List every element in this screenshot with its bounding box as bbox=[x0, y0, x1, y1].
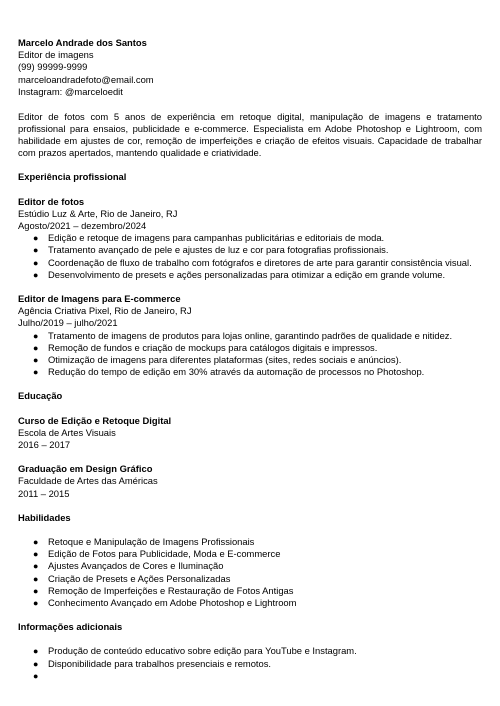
bullet-icon: ● bbox=[33, 257, 39, 268]
list-item-text: Redução do tempo de edição em 30% através da automação de processos no Photoshop. bbox=[48, 366, 425, 378]
bullet-icon: ● bbox=[33, 585, 39, 596]
candidate-email: marceloandradefoto@email.com bbox=[18, 73, 154, 85]
education-period: 2011 – 2015 bbox=[18, 487, 70, 499]
candidate-instagram: Instagram: @marceloedit bbox=[18, 85, 123, 97]
bullet-icon: ● bbox=[33, 598, 39, 609]
list-item bbox=[18, 645, 482, 657]
list-item-text: Retoque e Manipulação de Imagens Profissionais bbox=[48, 536, 255, 547]
additional-heading: Informações adicionais bbox=[18, 621, 123, 633]
list-item-text: Remoção de Imperfeições e Restauração de Fotos Antigas bbox=[48, 584, 294, 596]
list-item-text: Otimização de imagens para diferentes plataformas (sites, redes sociais e anúncios). bbox=[48, 353, 402, 365]
additional-list bbox=[18, 645, 482, 682]
bullet-icon: ● bbox=[33, 658, 39, 669]
education-period: 2016 – 2017 bbox=[18, 438, 71, 450]
list-item-text: Coordenação de fluxo de trabalho com fotógrafos e diretores de arte para garantir consistência visual. bbox=[48, 256, 472, 268]
list-item bbox=[18, 536, 482, 548]
list-item bbox=[18, 354, 482, 366]
summary-paragraph: Editor de fotos com 5 anos de experiência em retoque digital, manipulação de imagens e tratamento profissional para ensaios, publicidade e e-commerce. Especialista em Adobe Photoshop e Lightroom, com habilidade em ajustes de cor, remoção de imperfeições e criação de efeitos visuais. Capacidade de trabalhar com prazos apertados, mantendo qualidade e criatividade. bbox=[18, 110, 482, 159]
list-item bbox=[18, 658, 482, 670]
bullet-icon: ● bbox=[33, 342, 39, 353]
bullet-icon: ● bbox=[33, 354, 39, 365]
list-item-text: Ajustes Avançados de Cores e Iluminação bbox=[48, 560, 224, 572]
education-title: Graduação em Design Gráfico bbox=[18, 463, 153, 475]
list-item bbox=[18, 585, 482, 597]
job-period: Agosto/2021 – dezembro/2024 bbox=[18, 219, 147, 231]
job-bullets bbox=[18, 232, 482, 281]
bullet-icon: ● bbox=[33, 549, 39, 560]
bullet-icon: ● bbox=[33, 269, 39, 280]
job-title: Editor de Imagens para E-commerce bbox=[18, 292, 181, 304]
candidate-name: Marcelo Andrade dos Santos bbox=[18, 37, 147, 48]
list-item bbox=[18, 670, 482, 682]
list-item bbox=[18, 560, 482, 572]
education-title: Curso de Edição e Retoque Digital bbox=[18, 414, 172, 426]
job-company: Agência Criativa Pixel, Rio de Janeiro, RJ bbox=[18, 305, 192, 317]
bullet-icon: ● bbox=[33, 233, 39, 244]
list-item bbox=[18, 257, 482, 269]
education-heading: Educação bbox=[18, 390, 63, 402]
skills-heading: Habilidades bbox=[18, 511, 71, 523]
candidate-phone: (99) 99999-9999 bbox=[18, 61, 88, 73]
list-item bbox=[18, 573, 482, 585]
list-item-text: Conhecimento Avançado em Adobe Photoshop e Lightroom bbox=[48, 597, 297, 609]
skills-list bbox=[18, 536, 482, 609]
list-item-text: Remoção de fundos e criação de mockups para catálogos digitais e impressos. bbox=[48, 341, 378, 353]
list-item bbox=[18, 244, 482, 256]
bullet-icon: ● bbox=[33, 245, 39, 256]
job-title: Editor de fotos bbox=[18, 195, 85, 207]
list-item-text: Tratamento de imagens de produtos para lojas online, garantindo padrões de qualidade e nitidez. bbox=[48, 329, 453, 341]
bullet-icon: ● bbox=[33, 367, 39, 378]
list-item-text: Criação de Presets e Ações Personalizadas bbox=[48, 572, 231, 584]
list-item bbox=[18, 548, 482, 560]
list-item-text: Tratamento avançado de pele e ajustes de luz e cor para fotografias profissionais. bbox=[48, 244, 389, 256]
list-item bbox=[18, 366, 482, 378]
bullet-icon: ● bbox=[33, 670, 39, 681]
experience-heading: Experiência profissional bbox=[18, 171, 127, 183]
list-item-text: Disponibilidade para trabalhos presenciais e remotos. bbox=[48, 657, 272, 669]
job-period: Julho/2019 – julho/2021 bbox=[18, 317, 118, 329]
education-school: Faculdade de Artes das Américas bbox=[18, 475, 158, 487]
list-item bbox=[18, 597, 482, 609]
list-item-text: Desenvolvimento de presets e ações personalizadas para otimizar a edição em grande volume. bbox=[48, 268, 446, 280]
list-item-text: Edição e retoque de imagens para campanhas publicitárias e editoriais de moda. bbox=[48, 232, 385, 244]
list-item bbox=[18, 330, 482, 342]
education-school: Escola de Artes Visuais bbox=[18, 426, 116, 438]
list-item bbox=[18, 269, 482, 281]
bullet-icon: ● bbox=[33, 561, 39, 572]
job-company: Estúdio Luz & Arte, Rio de Janeiro, RJ bbox=[18, 207, 178, 219]
bullet-icon: ● bbox=[33, 330, 39, 341]
list-item-text: Edição de Fotos para Publicidade, Moda e E-commerce bbox=[48, 548, 281, 560]
list-item bbox=[18, 342, 482, 354]
list-item-text: Produção de conteúdo educativo sobre edição para YouTube e Instagram. bbox=[48, 645, 357, 657]
bullet-icon: ● bbox=[33, 537, 39, 547]
job-bullets bbox=[18, 330, 482, 379]
bullet-icon: ● bbox=[33, 646, 39, 657]
candidate-role: Editor de imagens bbox=[18, 49, 94, 61]
list-item bbox=[18, 232, 482, 244]
bullet-icon: ● bbox=[33, 573, 39, 584]
